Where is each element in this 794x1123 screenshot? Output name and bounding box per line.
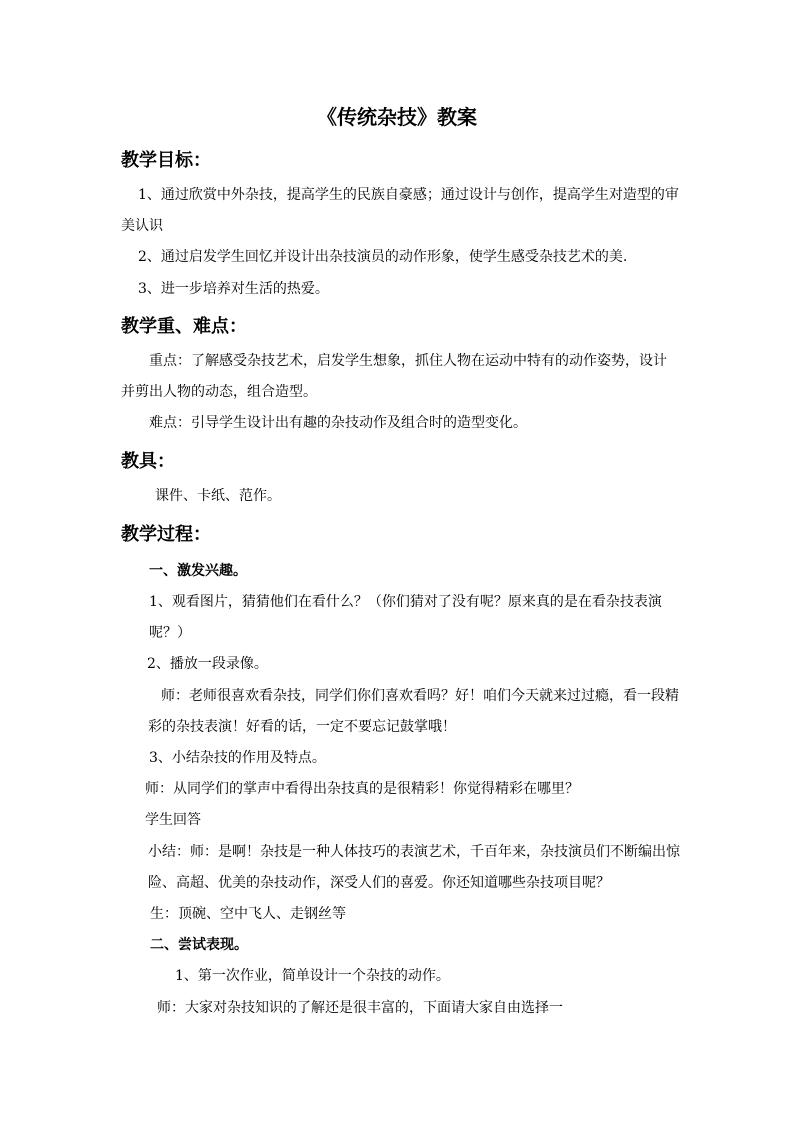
focus-line-1: 重点：了解感受杂技艺术，启发学生想象，抓住人物在运动中特有的动作姿势，设计	[149, 353, 667, 369]
key-points-heading: 教学重、难点：	[121, 316, 247, 337]
difficulty-line: 难点：引导学生设计出有趣的杂技动作及组合时的造型变化。	[149, 415, 527, 431]
materials-text: 课件、卡纸、范作。	[155, 488, 281, 504]
teacher-line-1a: 师：老师很喜欢看杂技，同学们你们喜欢看吗？好！咱们今天就来过过瘾，看一段精	[161, 688, 679, 704]
summary-line-2: 险、高超、优美的杂技动作，深受人们的喜爱。你还知道哪些杂技项目呢？	[148, 875, 610, 891]
objective-2: 2、通过启发学生回忆并设计出杂技演员的动作形象，使学生感受杂技艺术的美.	[138, 249, 628, 265]
step-1-line-1: 1、观看图片，猜猜他们在看什么？（你们猜对了没有呢？原来真的是在看杂技表演	[149, 594, 662, 610]
objective-1-line-2: 美认识	[121, 218, 163, 234]
step-2: 2、播放一段录像。	[147, 656, 268, 672]
section-1-title: 一、激发兴趣。	[149, 563, 247, 579]
materials-heading: 教具：	[121, 451, 175, 472]
section-2-step-1: 1、第一次作业，简单设计一个杂技的动作。	[175, 968, 450, 984]
step-1-line-2: 呢？）	[149, 625, 191, 641]
objective-1-line-1: 1、通过欣赏中外杂技，提高学生的民族自豪感；通过设计与创作，提高学生对造型的审	[138, 187, 679, 203]
student-reply: 生：顶碗、空中飞人、走钢丝等	[150, 906, 346, 922]
teacher-line-2: 师：从同学们的掌声中看得出杂技真的是很精彩！你觉得精彩在哪里？	[145, 781, 579, 797]
objective-3: 3、进一步培养对生活的热爱。	[138, 281, 329, 297]
objectives-heading: 教学目标：	[121, 150, 211, 171]
summary-line-1: 小结：师：是啊！杂技是一种人体技巧的表演艺术，千百年来，杂技演员们不断编出惊	[148, 844, 680, 860]
process-heading: 教学过程：	[121, 524, 211, 545]
section-2-title: 二、尝试表现。	[150, 937, 248, 953]
page-title: 《传统杂技》教案	[317, 105, 477, 129]
teacher-line-1b: 彩的杂技表演！好看的话，一定不要忘记鼓掌哦！	[148, 719, 456, 735]
step-3: 3、小结杂技的作用及特点。	[149, 750, 326, 766]
focus-line-2: 并剪出人物的动态，组合造型。	[121, 384, 317, 400]
teacher-line-3: 师：大家对杂技知识的了解还是很丰富的，下面请大家自由选择一	[157, 1000, 563, 1016]
student-answer: 学生回答	[145, 812, 201, 828]
